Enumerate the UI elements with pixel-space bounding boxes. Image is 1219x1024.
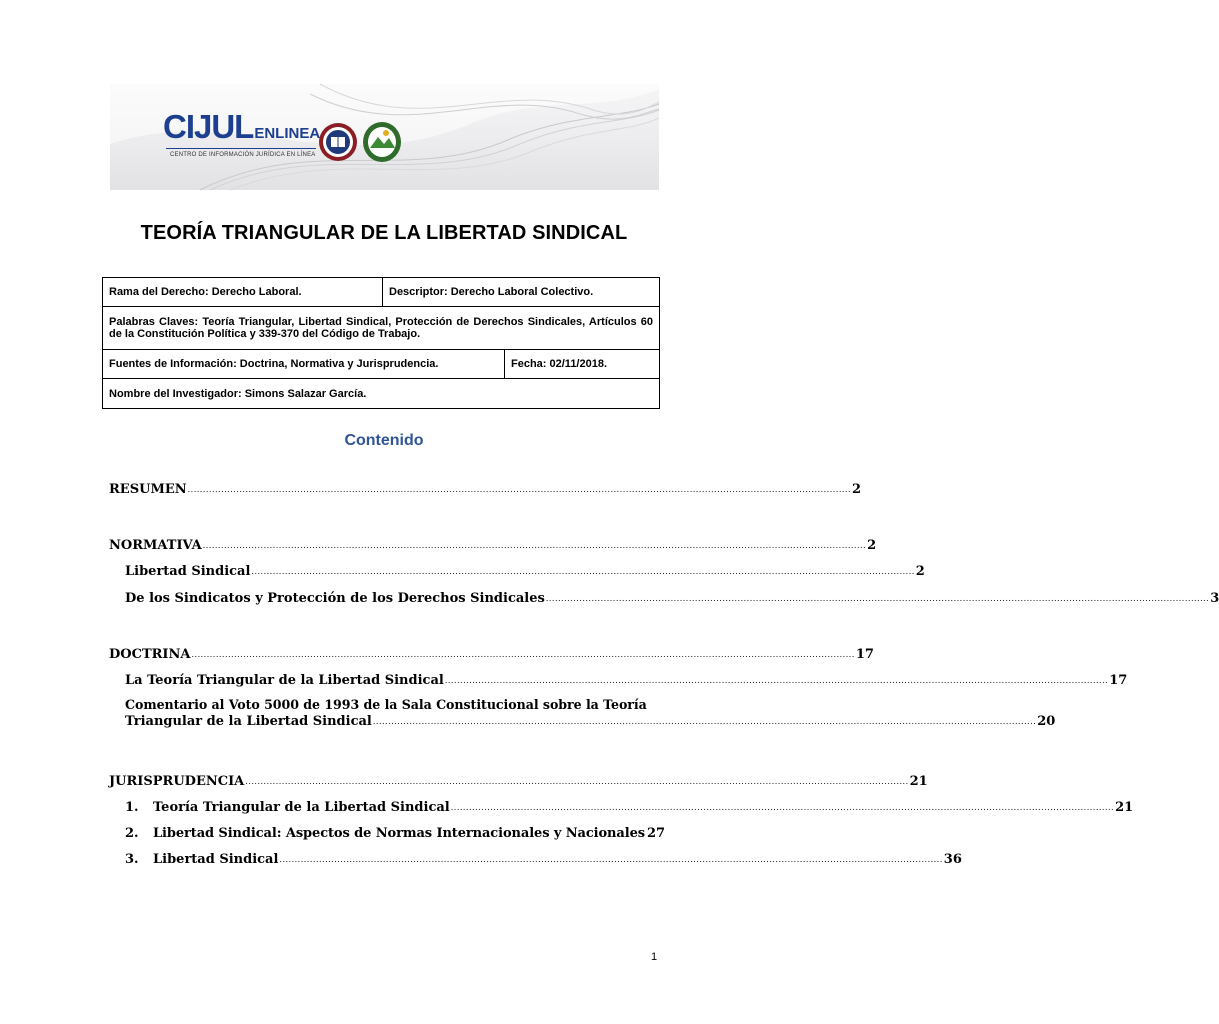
toc-page-number: 21: [909, 774, 928, 789]
toc-page-number: 27: [646, 826, 666, 841]
toc-page-number: 17: [855, 647, 874, 662]
dot-leader: ..........................................................................................................................................................................................................................: [202, 541, 867, 550]
dot-leader: ..........................................................................................................................................................................................................................: [187, 485, 851, 494]
document-title: TEORÍA TRIANGULAR DE LA LIBERTAD SINDICAL: [140, 222, 628, 244]
dot-leader: ..........................................................................................................................................................................................................................: [251, 567, 915, 576]
toc-page-number: 17: [1109, 673, 1128, 688]
dot-leader: ..........................................................................................................................................................................................................................: [372, 717, 1037, 726]
toc-page-number: 2: [915, 564, 925, 579]
descriptor-cell: Descriptor: Derecho Laboral Colectivo.: [382, 278, 659, 306]
toc-page-number: 2: [852, 482, 862, 497]
info-row: [103, 306, 659, 349]
dot-leader: ..........................................................................................................................................................................................................................: [245, 777, 909, 786]
rama-cell: Rama del Derecho: Derecho Laboral.: [109, 286, 302, 298]
toc-entry-teoria-triangular[interactable]: La Teoría Triangular de la Libertad Sindical .......................................................................................................................................................................................................................... 17: [125, 673, 1128, 688]
keywords-cell: Palabras Claves: Teoría Triangular, Libertad Sindical, Protección de Derechos Sindicales, Artículos 60 de la Constitución Política y 339-370 del Código de Trabajo.: [109, 316, 653, 340]
toc-entry-libertad-sindical[interactable]: Libertad Sindical .......................................................................................................................................................................................................................... 2: [125, 564, 925, 579]
toc-page-number: 2: [867, 538, 877, 553]
toc-entry-line: Triangular de la Libertad Sindical .......................................................................................................................................................................................................................... 20: [125, 714, 1056, 729]
toc-entry-jurisprudencia[interactable]: JURISPRUDENCIA .......................................................................................................................................................................................................................... 21: [109, 774, 928, 789]
toc-page-number: 3: [1210, 591, 1219, 606]
toc-entry-sindicatos[interactable]: De los Sindicatos y Protección de los Derechos Sindicales .......................................................................................................................................................................................................................... 3: [125, 591, 1219, 606]
dot-leader: ..........................................................................................................................................................................................................................: [279, 855, 943, 864]
toc-entry-resumen[interactable]: RESUMEN .......................................................................................................................................................................................................................... 2: [109, 482, 862, 497]
toc-item-number: 3.: [125, 852, 139, 867]
page-number: 1: [651, 951, 658, 963]
info-row: [103, 349, 659, 378]
sources-cell: Fuentes de Información: Doctrina, Normativa y Jurisprudencia.: [109, 358, 439, 370]
university-seal-icon: [318, 122, 358, 162]
dot-leader: ..........................................................................................................................................................................................................................: [450, 803, 1115, 812]
info-row: [103, 278, 659, 306]
toc-page-number: 21: [1115, 800, 1134, 815]
toc-entry-juris-2[interactable]: 2. Libertad Sindical: Aspectos de Normas Internacionales y Nacionales 27: [125, 826, 666, 841]
date-cell: Fecha: 02/11/2018.: [504, 350, 659, 378]
toc-entry-juris-1[interactable]: 1. Teoría Triangular de la Libertad Sindical .......................................................................................................................................................................................................................... 21: [125, 800, 1134, 815]
dot-leader: ..........................................................................................................................................................................................................................: [444, 676, 1109, 685]
toc-item-number: 1.: [125, 800, 139, 815]
toc-page-number: 20: [1037, 714, 1056, 729]
cijul-logo: CIJULENLINEA: [163, 108, 321, 145]
toc-page-number: 36: [943, 852, 962, 867]
researcher-cell: Nombre del Investigador: Simons Salazar García.: [109, 387, 367, 400]
toc-entry-juris-3[interactable]: 3. Libertad Sindical .......................................................................................................................................................................................................................... 36: [125, 852, 962, 867]
dot-leader: ..........................................................................................................................................................................................................................: [545, 594, 1210, 603]
toc-entry-comentario-voto[interactable]: [125, 697, 1056, 729]
toc-entry-doctrina[interactable]: DOCTRINA .......................................................................................................................................................................................................................... 17: [109, 647, 874, 662]
header-banner: [110, 84, 659, 190]
faculty-seal-icon: [362, 121, 402, 163]
dot-leader: ..........................................................................................................................................................................................................................: [191, 650, 855, 659]
toc-entry-line: Comentario al Voto 5000 de 1993 de la Sala Constitucional sobre la Teoría: [125, 697, 647, 712]
toc-entry-normativa[interactable]: NORMATIVA .......................................................................................................................................................................................................................... 2: [109, 538, 877, 553]
info-row: [103, 378, 659, 408]
toc-item-number: 2.: [125, 826, 139, 841]
info-table: [102, 277, 660, 409]
toc-heading: Contenido: [344, 432, 424, 449]
logo-tagline: CENTRO DE INFORMACIÓN JURÍDICA EN LÍNEA: [170, 152, 316, 158]
logo-underline: [166, 148, 316, 149]
